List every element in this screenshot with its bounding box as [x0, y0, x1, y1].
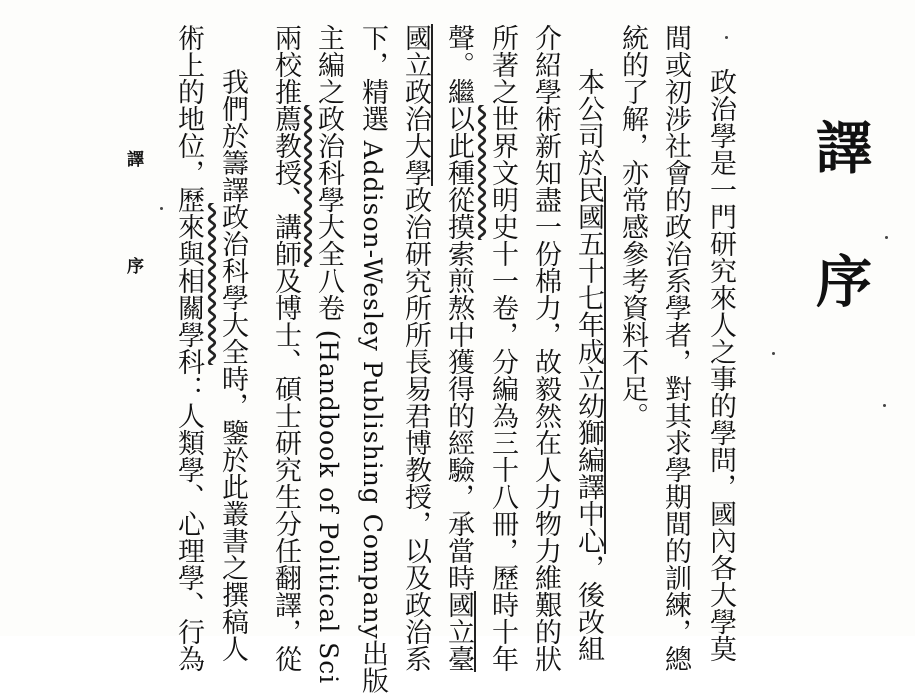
- text-segment: ，後改組: [573, 554, 604, 662]
- text-column-4: [568, 68, 608, 662]
- underlined-term: 民國五十七年成立幼獅編譯中心: [573, 176, 604, 554]
- text-segment: 聲。繼以此種從摸索煎熬中獲得的經驗，承當時: [443, 24, 474, 591]
- underlined-term: 國立臺: [443, 591, 474, 672]
- text-segment: 所著之: [487, 24, 518, 105]
- english-book-title: Handbook of Political Sci: [314, 340, 343, 685]
- scan-speck: [725, 36, 728, 39]
- underlined-term: 國立政治大學: [400, 24, 431, 186]
- book-title: 世界文明史: [487, 105, 518, 240]
- text-column-9: [352, 24, 392, 694]
- text-segment: 主編之: [313, 24, 344, 105]
- text-column-1: 政治學是一門研究來人之事的學問，國內各大學莫: [705, 68, 736, 662]
- scan-speck: [885, 236, 888, 239]
- page-title: 譯序: [807, 118, 873, 386]
- publisher-name: Addison-Wesley Publishing Company: [358, 140, 387, 640]
- text-column-2: 間或初涉社會的政治系學者，對其求學期間的訓練，總: [660, 24, 691, 672]
- text-segment: 八卷 (: [313, 267, 344, 341]
- text-column-10: [308, 24, 348, 684]
- text-segment: 政治研究所所長易君博教授，以及政治系: [400, 186, 431, 672]
- text-segment: 我們於籌譯: [217, 68, 248, 203]
- text-column-11: [265, 24, 305, 672]
- text-column-3: 統的了解，亦常感參考資料不足。: [617, 24, 648, 429]
- text-segment: 術上的地位，歷來與相關學科：人類學、心理學、行為: [173, 24, 204, 672]
- scan-speck: [160, 207, 163, 210]
- text-column-5: [525, 24, 565, 672]
- scan-speck: [772, 352, 775, 355]
- text-segment: 出版: [357, 639, 388, 694]
- book-title: 政治科學大全: [313, 105, 344, 267]
- text-segment: 十一卷，分編為三十八冊，歷時十年: [487, 240, 518, 672]
- text-column-8: [395, 24, 435, 672]
- text-segment: 時，鑒於此叢書之撰稿人: [217, 365, 248, 662]
- text-column-13: [168, 24, 208, 672]
- running-footer: 譯序: [123, 150, 143, 364]
- text-segment: 兩校推薦教授、講師及博士、碩士研究生分任翻譯，從: [270, 24, 301, 672]
- text-segment: 介紹學術新知盡一份棉力，故毅然在人力物力維艱的狀: [530, 24, 561, 672]
- text-column-6: [482, 24, 522, 672]
- text-segment: 本公司於: [573, 68, 604, 176]
- text-column-12: [212, 68, 252, 662]
- scan-speck: [883, 404, 886, 407]
- text-column-7: [438, 24, 478, 672]
- book-title: 政治科學大全: [217, 203, 248, 365]
- text-segment: 下，精選: [357, 24, 388, 141]
